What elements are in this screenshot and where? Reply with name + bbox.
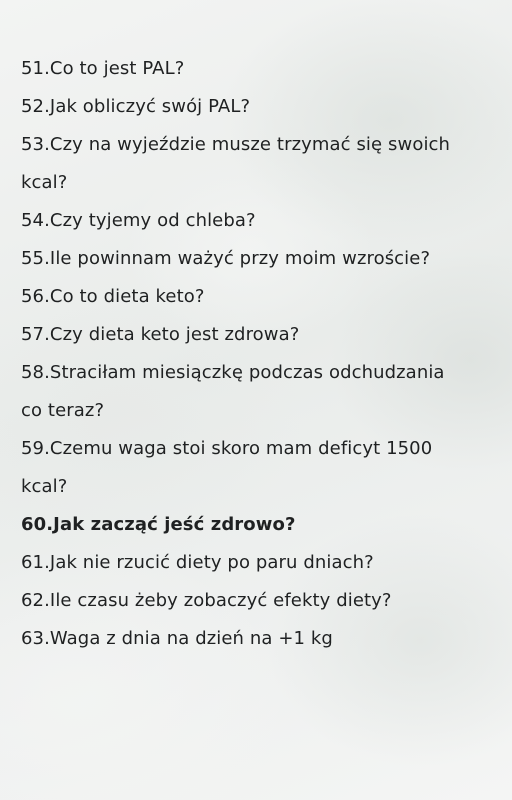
question-item: 52.Jak obliczyć swój PAL? xyxy=(21,96,251,117)
question-item: 58.Straciłam miesiączkę podczas odchudzania co teraz? xyxy=(21,362,445,421)
question-item-highlighted: 60.Jak zacząć jeść zdrowo? xyxy=(21,514,296,535)
question-item: 54.Czy tyjemy od chleba? xyxy=(21,210,256,231)
question-item: 61.Jak nie rzucić diety po paru dniach? xyxy=(21,552,374,573)
question-item: 57.Czy dieta keto jest zdrowa? xyxy=(21,324,300,345)
question-item: 53.Czy na wyjeździe musze trzymać się swoich kcal? xyxy=(21,134,451,193)
question-item: 56.Co to dieta keto? xyxy=(21,286,205,307)
question-item: 55.Ile powinnam ważyć przy moim wzroście? xyxy=(21,248,431,269)
question-item: 63.Waga z dnia na dzień na +1 kg xyxy=(21,628,333,649)
question-item: 62.Ile czasu żeby zobaczyć efekty diety? xyxy=(21,590,392,611)
question-list xyxy=(21,50,461,658)
question-item: 59.Czemu waga stoi skoro mam deficyt 1500 kcal? xyxy=(21,438,433,497)
question-item: 51.Co to jest PAL? xyxy=(21,58,185,79)
